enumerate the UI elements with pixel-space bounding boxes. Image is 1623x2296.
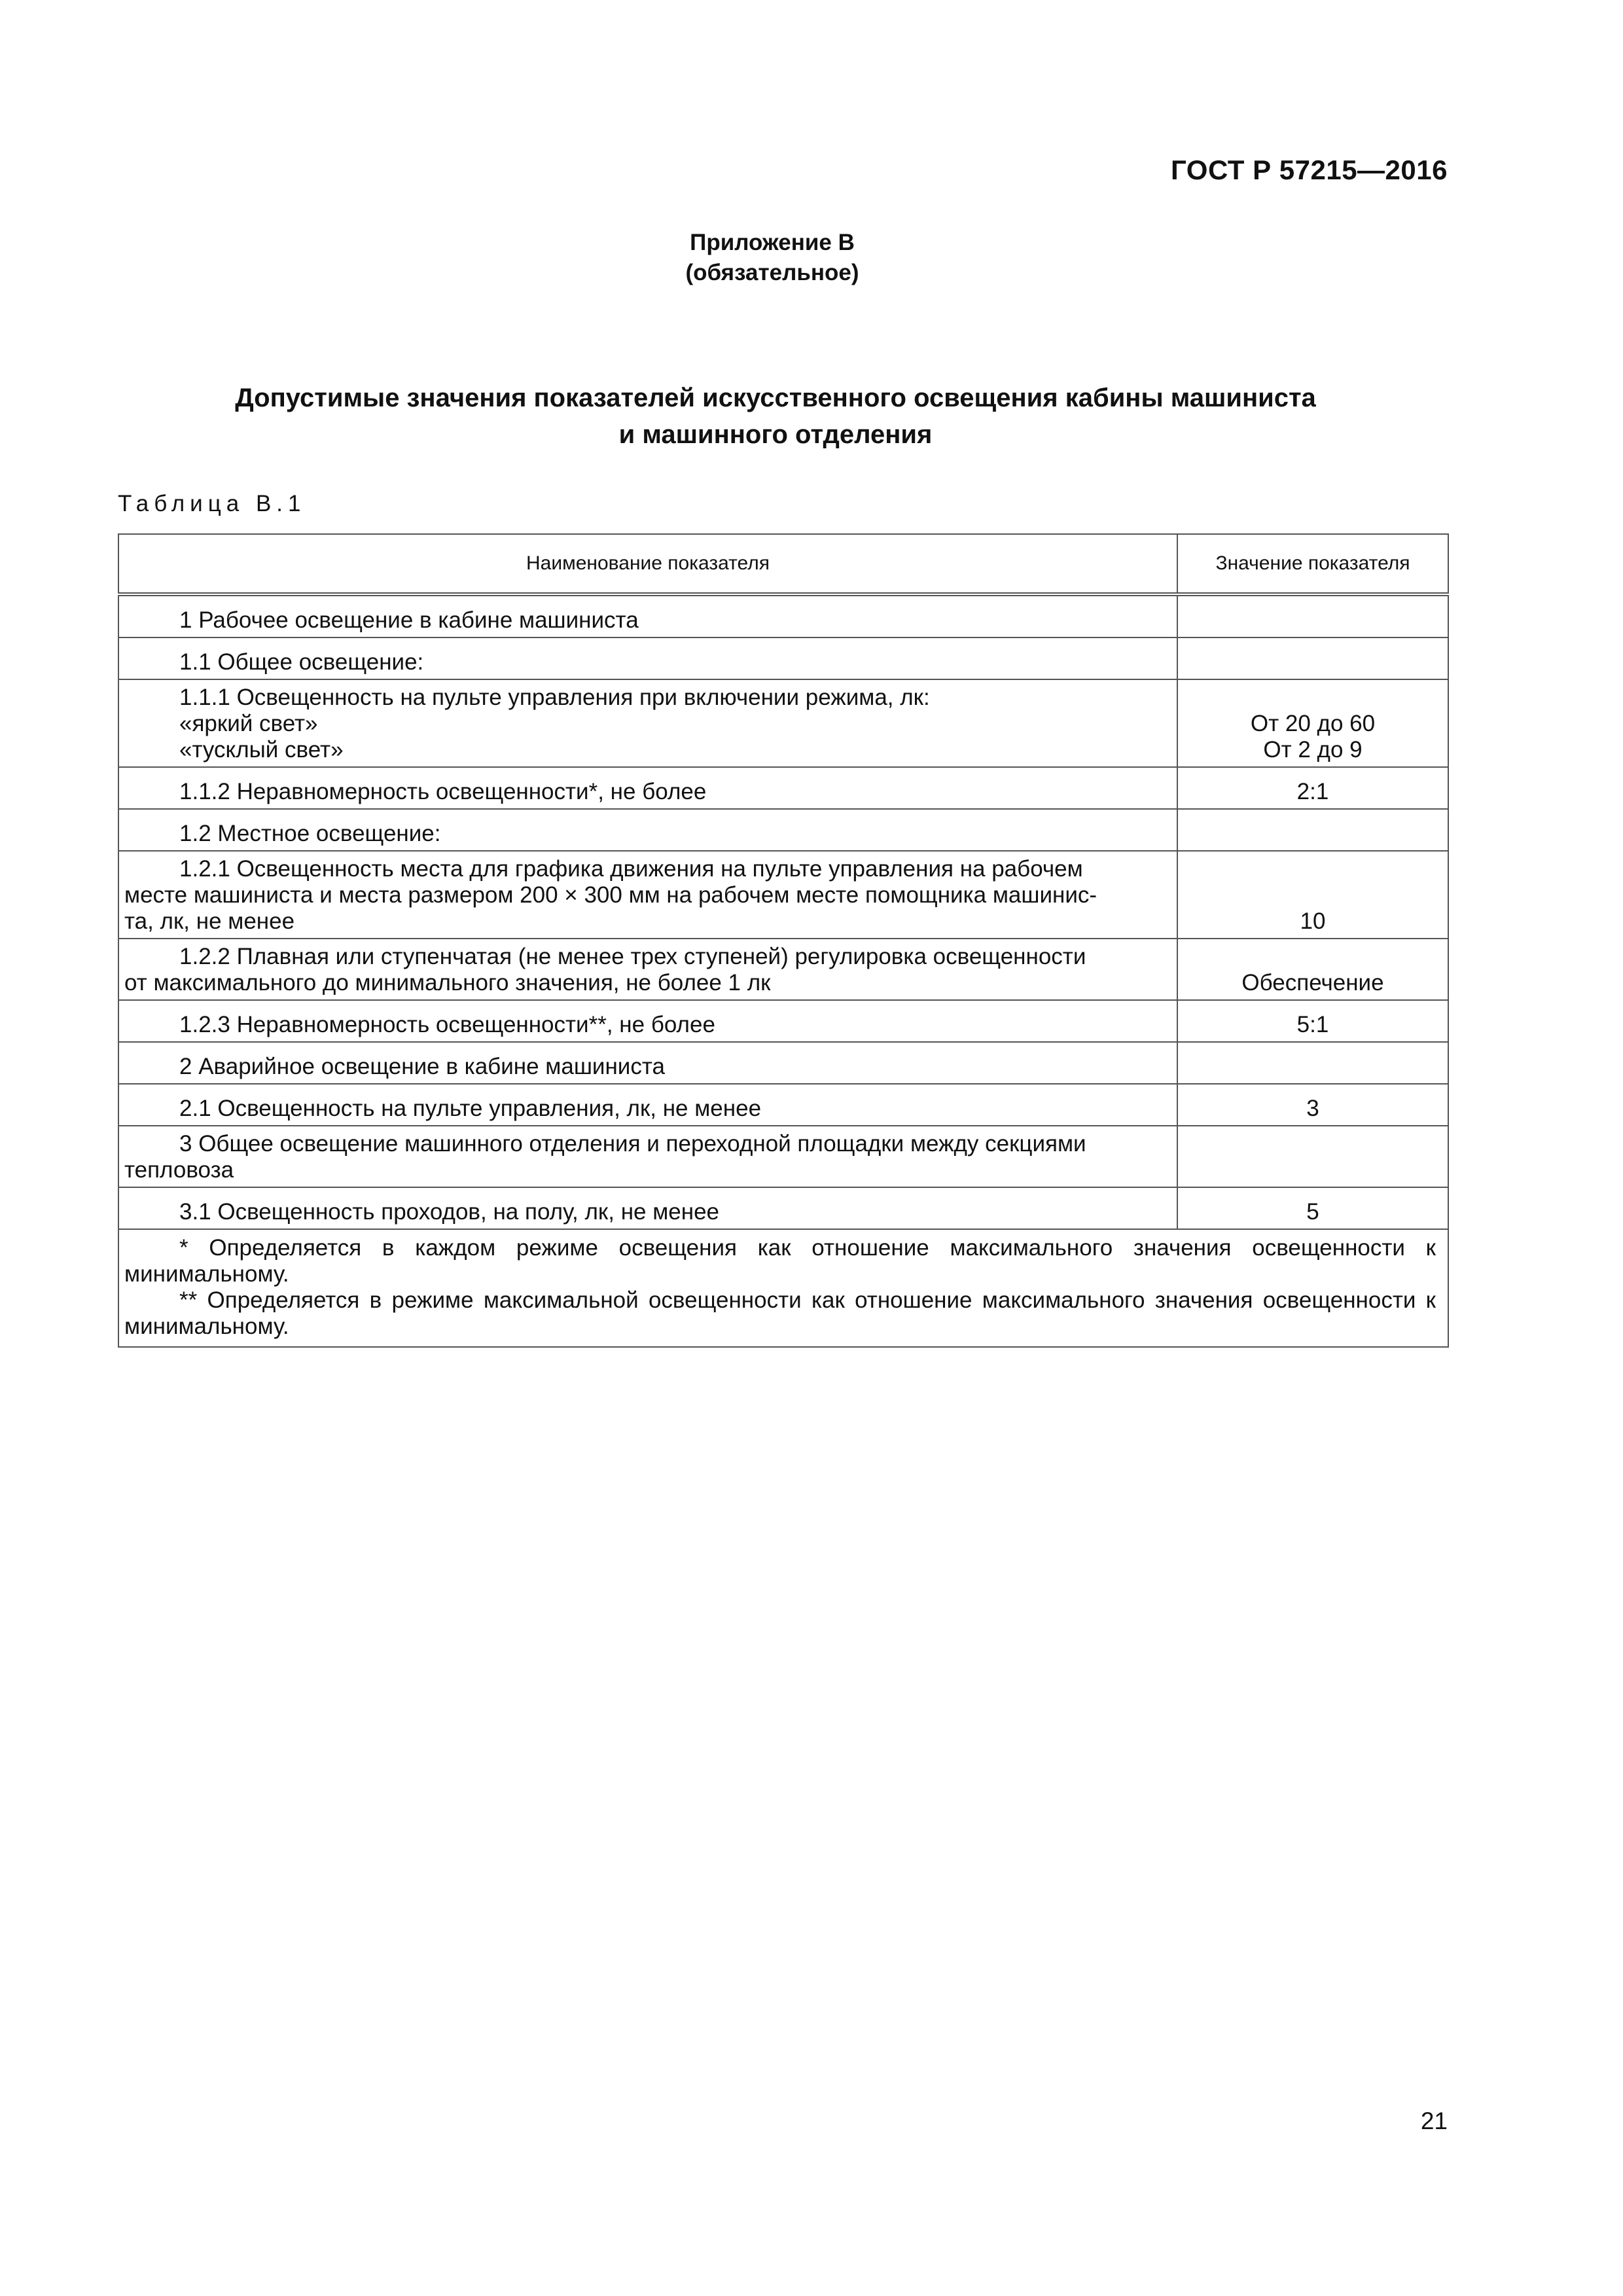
row-name-line: от максимального до минимального значения, не более 1 лк [124,970,771,996]
row-value [1177,679,1448,767]
table-row [118,1187,1448,1229]
appendix-label: Приложение В [690,230,855,255]
column-header-value: Значение показателя [1177,534,1448,594]
table-row [118,851,1448,939]
row-name-line: 1.1.1 Освещенность на пульте управления при включении режима, лк: [179,685,930,710]
row-name-line: месте машиниста и места размером 200 × 300 мм на рабочем месте помощника машинис- [124,882,1097,908]
row-value [1177,809,1448,851]
row-value: 10 [1177,851,1448,939]
row-name [118,851,1177,939]
row-name-line: «яркий свет» [179,711,318,736]
table-row [118,637,1448,679]
row-name: 2.1 Освещенность на пульте управления, лк, не менее [118,1084,1177,1126]
row-value: 3 [1177,1084,1448,1126]
row-name [118,1126,1177,1187]
table-header-row [118,534,1448,594]
section-title-line-1: Допустимые значения показателей искусственного освещения кабины машиниста [235,384,1316,412]
row-name-line: тепловоза [124,1157,234,1183]
row-value [1177,1042,1448,1084]
row-name: 1.2.3 Неравномерность освещенности**, не более [118,1000,1177,1042]
row-name: 1.1 Общее освещение: [118,637,1177,679]
row-name: 2 Аварийное освещение в кабине машиниста [118,1042,1177,1084]
table-row [118,1084,1448,1126]
row-name-line: 1.2.2 Плавная или ступенчатая (не менее трех ступеней) регулировка освещенности [179,944,1086,969]
row-name [118,939,1177,1000]
row-value: 5:1 [1177,1000,1448,1042]
table-row [118,1126,1448,1187]
table-row [118,679,1448,767]
row-name [118,679,1177,767]
indicators-table [118,533,1449,1348]
table-caption: Таблица В.1 [118,491,306,516]
section-title-line-2: и машинного отделения [618,420,933,449]
row-value-line: От 20 до 60 [1250,711,1376,736]
page-number: 21 [1420,2108,1448,2134]
document-code: ГОСТ Р 57215—2016 [1171,154,1448,185]
footnote: ** Определяется в режиме максимальной освещенности как отношение максимального значения освещенности к минимальному. [124,1287,1436,1339]
table-row [118,594,1448,637]
table-footnotes [118,1229,1448,1347]
column-header-name: Наименование показателя [118,534,1177,594]
footnote: * Определяется в каждом режиме освещения как отношение максимального значения освещенности к минимальному. [124,1235,1436,1287]
section-title [0,380,1551,453]
table-row [118,767,1448,809]
table-row [118,1042,1448,1084]
row-name-line: «тусклый свет» [179,737,344,762]
row-value [1177,637,1448,679]
appendix-heading [0,228,1544,288]
row-value [1177,1126,1448,1187]
table-row [118,1000,1448,1042]
row-name: 3.1 Освещенность проходов, на полу, лк, не менее [118,1187,1177,1229]
row-name: 1 Рабочее освещение в кабине машиниста [118,594,1177,637]
table-row [118,809,1448,851]
row-name: 1.2 Местное освещение: [118,809,1177,851]
row-value-line: От 2 до 9 [1263,737,1363,762]
row-name-line: 3 Общее освещение машинного отделения и переходной площадки между секциями [179,1131,1086,1157]
appendix-status: (обязательное) [685,260,859,285]
row-value: 5 [1177,1187,1448,1229]
row-value: Обеспечение [1177,939,1448,1000]
row-name: 1.1.2 Неравномерность освещенности*, не более [118,767,1177,809]
row-value: 2:1 [1177,767,1448,809]
table-row [118,939,1448,1000]
row-value [1177,594,1448,637]
row-name-line: 1.2.1 Освещенность места для графика движения на пульте управления на рабочем [179,856,1083,882]
row-name-line: та, лк, не менее [124,908,295,934]
table-footnotes-row [118,1229,1448,1347]
